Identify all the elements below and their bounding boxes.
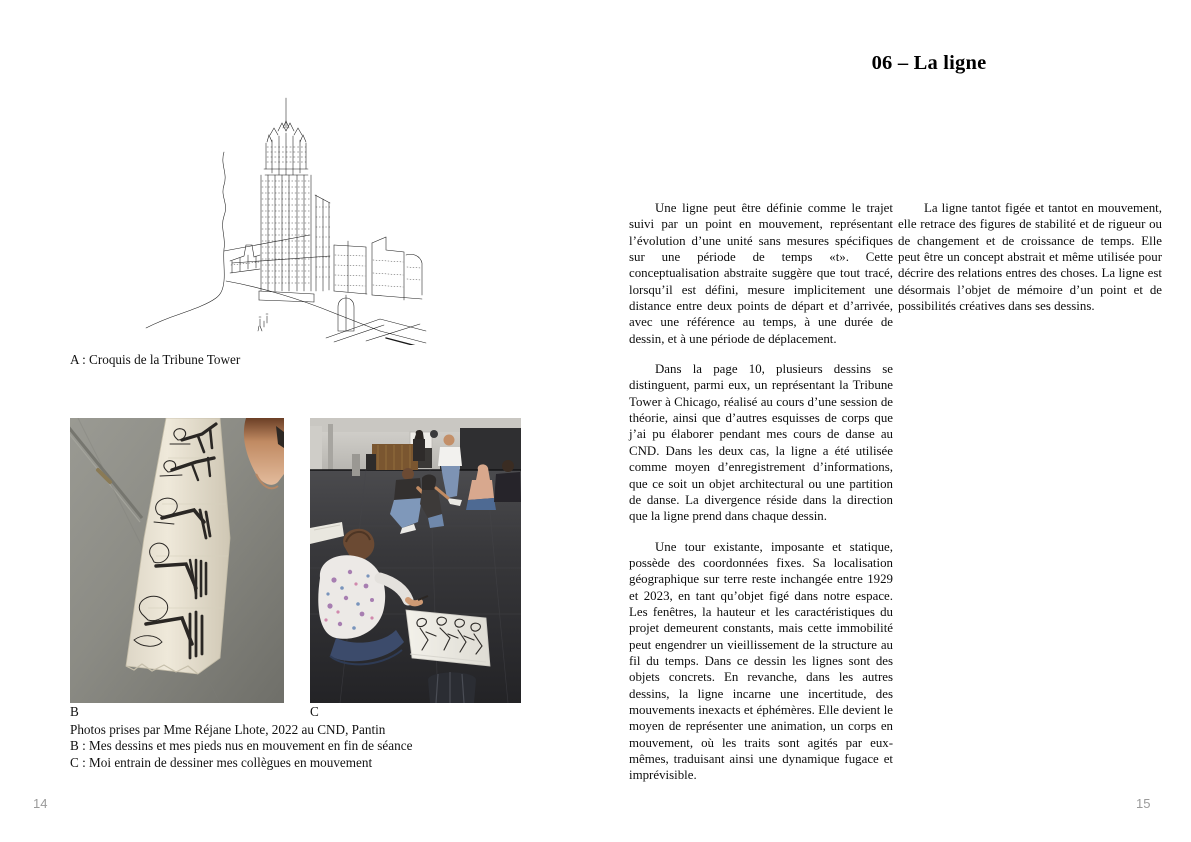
credit-line-2: B : Mes dessins et mes pieds nus en mouvement en fin de séance: [70, 738, 413, 754]
figure-a-caption: A : Croquis de la Tribune Tower: [70, 352, 241, 367]
figure-c-photo: [310, 418, 521, 703]
page-number-right: 15: [1136, 796, 1151, 811]
photo-credits: [70, 722, 590, 771]
paragraph-3: Une tour existante, imposante et statique, possède des coordonnées fixes. Sa localisation géographique sur terre reste inchangée entre 1929 et 2023, en tant qu’objet figé dans notre espace. Les fenêtres, la hauteur et les caractéristiques du projet demeurent constants, mais cette immobilité peut engendrer un vieillissement de la structure au fil du temps. Dans ce dessin les lignes sont des objets concrets. En revanche, dans les autres dessins, la ligne incarne une incertitude, des mouvements inexacts et éphémères. Elle devient le moyen de représenter une animation, un corps en mouvement, où les traits sont agités par eux-mêmes, traduisant ainsi une dynamique fugace et imprévisible.: [629, 539, 893, 783]
paragraph-4: La ligne tantot figée et tantot en mouvement, elle retrace des figures de stabilité et de rigueur ou de changement et de croissance de temps. Elle peut être un concept abstrait et même utilisée pour décrire des relations entres des choses. La ligne est désormais l’objet de mémoire d’un point et de possibilités créatives dans ses dessins.: [898, 201, 1162, 314]
body-column-right: [898, 200, 1162, 314]
body-column-left: [629, 200, 893, 784]
paragraph-2: Dans la page 10, plusieurs dessins se distinguent, parmi eux, un représentant la Tribune Tower à Chicago, réalisé au cours d’une session de théorie, ainsi que d’autres esquisses de corps que j’ai pu élaborer pendant mes cours de danse au CND. Dans les deux cas, la ligne a été utilisée comme moyen d’enregistrement d’informations, que ce soit un objet architectural ou une partition de danse. La divergence réside dans la direction que la ligne prend dans chaque dessin.: [629, 362, 893, 524]
figure-b-label: B: [70, 704, 79, 719]
figure-a-line-drawing: [120, 95, 430, 345]
figure-b-photo: [70, 418, 284, 703]
credit-line-3: C : Moi entrain de dessiner mes collègues en mouvement: [70, 754, 373, 770]
paragraph-1: Une ligne peut être définie comme le trajet suivi par un point en mouvement, représentant l’évolution d’une unité sans mesures spécifiques sur une période de temps «t». Cette conceptualisation abstraite suggère que tout tracé, lorsqu’il est défini, mesure implicitement une distance entre deux points de départ et d’arrivée, avec une référence au temps, à une durée de dessin, et à une période de déplacement.: [629, 201, 893, 346]
page-number-left: 14: [33, 796, 48, 811]
credit-line-1: Photos prises par Mme Réjane Lhote, 2022 au CND, Pantin: [70, 722, 386, 737]
page-title: 06 – La ligne: [871, 52, 987, 74]
figure-c-label: C: [310, 704, 319, 719]
